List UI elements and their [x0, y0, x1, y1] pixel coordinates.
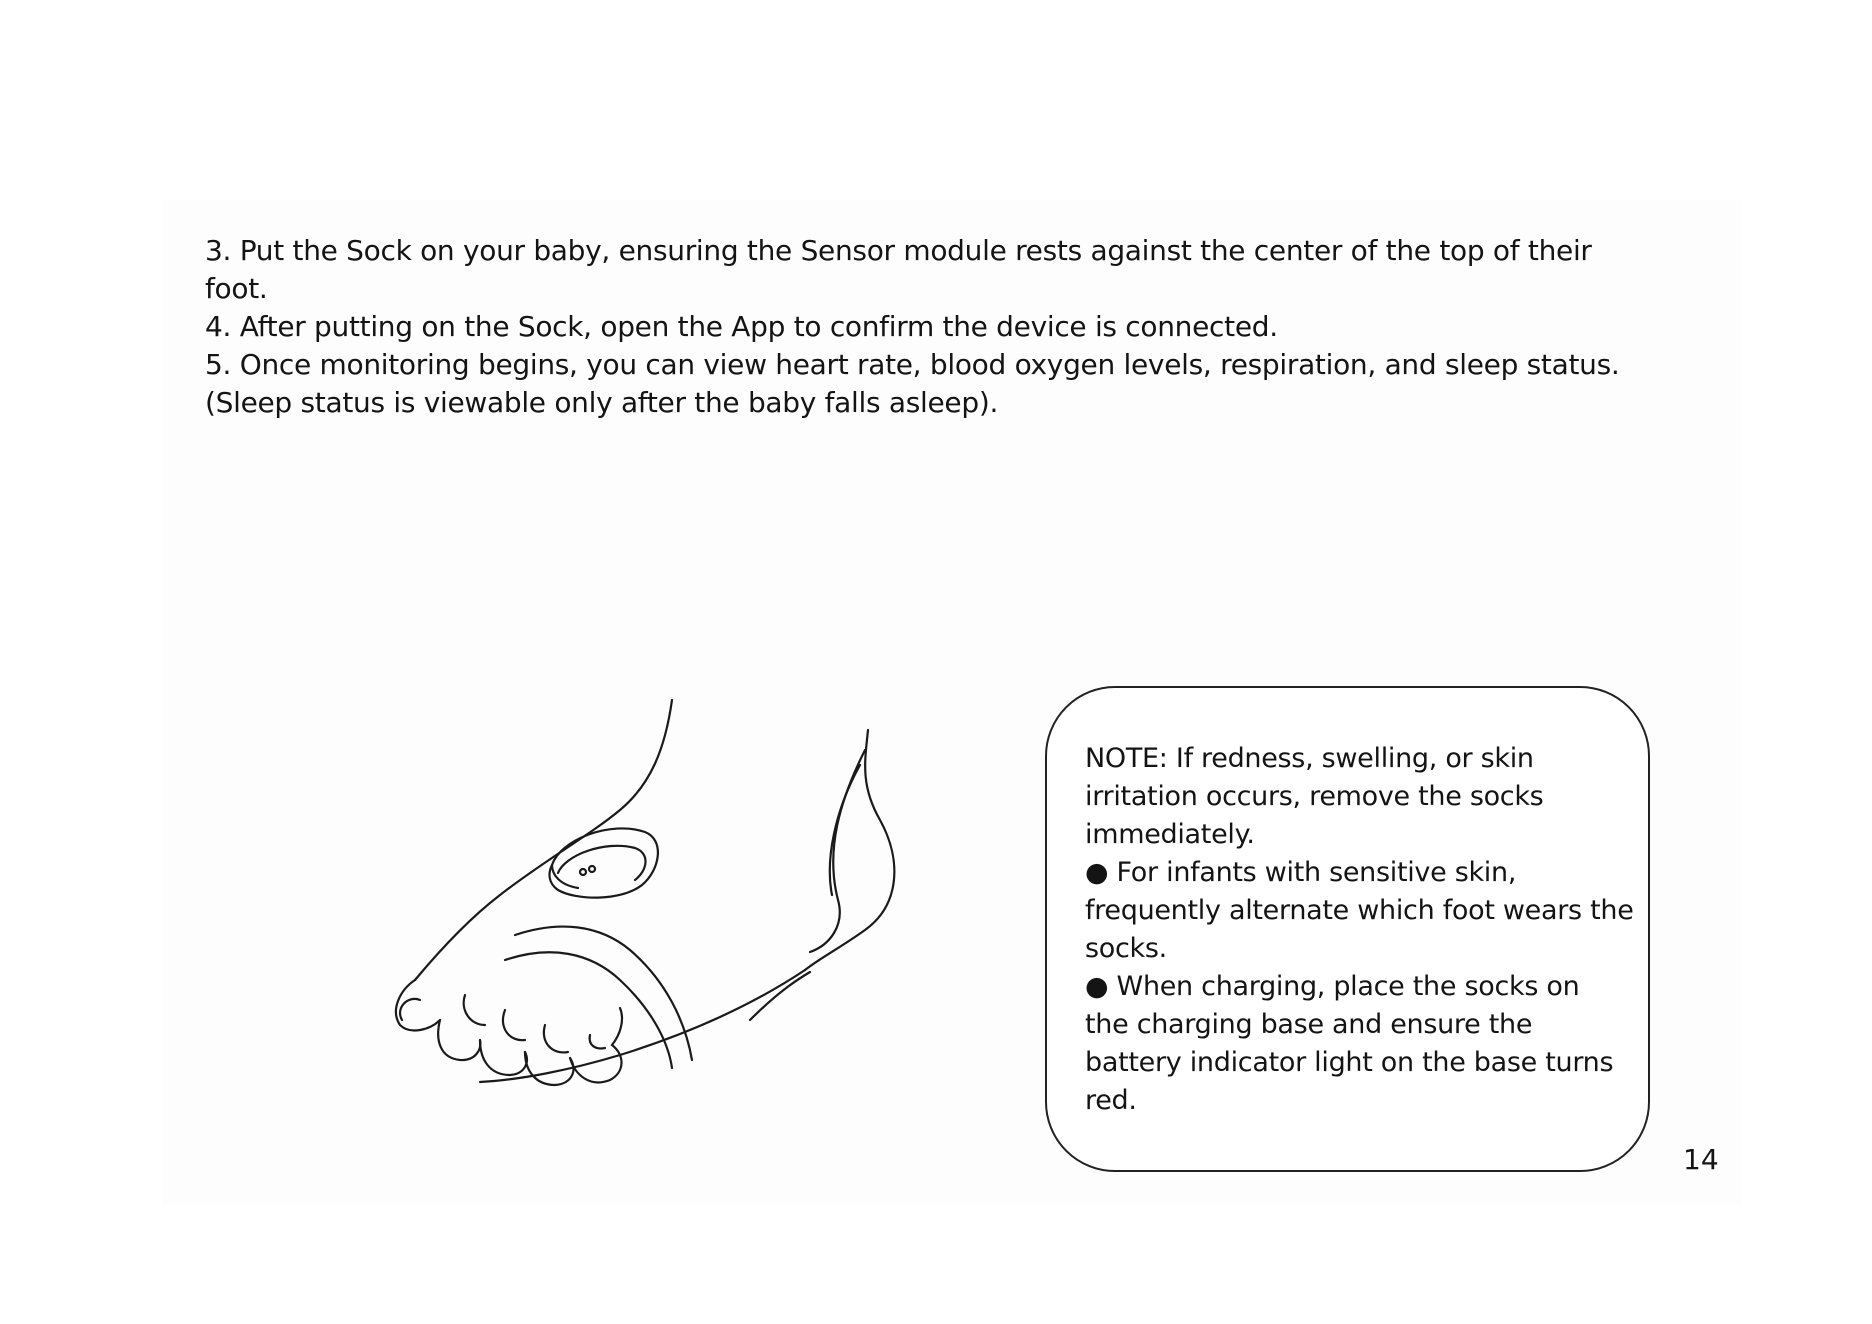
- baby-foot-with-sock-sensor-icon: [320, 690, 920, 1170]
- step-4-text: 4. After putting on the Sock, open the App to confirm the device is connected.: [205, 310, 1278, 343]
- step-5-text: 5. Once monitoring begins, you can view heart rate, blood oxygen levels, respiration, and sleep status. (Sleep status is viewable only after the baby falls asleep).: [205, 348, 1620, 419]
- note-heading: NOTE:: [1085, 743, 1168, 774]
- note-paragraph: [1085, 740, 1585, 854]
- note-bullet-charging: ● When charging, place the socks on the charging base and ensure the battery indicator light on the base turns red.: [1085, 971, 1614, 1116]
- page-number: 14: [1683, 1143, 1719, 1176]
- note-content: [1085, 740, 1645, 1120]
- note-bullet-sensitive-skin: ● For infants with sensitive skin, frequently alternate which foot wears the socks.: [1085, 857, 1634, 964]
- note-warning-text: If redness, swelling, or skin irritation occurs, remove the socks immediately.: [1085, 743, 1544, 850]
- baby-foot-illustration: [320, 690, 920, 1170]
- step-3-text: 3. Put the Sock on your baby, ensuring the Sensor module rests against the center of the top of their foot.: [205, 234, 1592, 305]
- instruction-steps: [205, 232, 1665, 422]
